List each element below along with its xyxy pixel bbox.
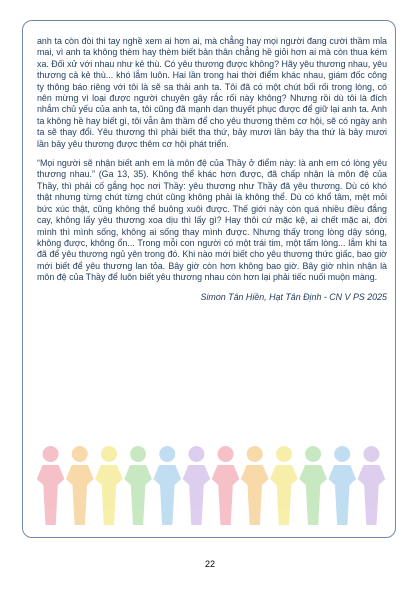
person-figure	[37, 446, 65, 525]
page-number: 22	[204, 559, 215, 569]
person-figure	[124, 446, 152, 525]
person-figure	[241, 446, 269, 525]
person-figure	[153, 446, 181, 525]
people-figures-illustration	[36, 445, 386, 530]
person-figure	[358, 446, 386, 525]
article-signature: Simon Tân Hiền, Hạt Tân Định - CN V PS 2025	[200, 291, 387, 302]
person-figure	[95, 446, 123, 525]
person-figure	[66, 446, 94, 525]
article-paragraph-2: “Mọi người sẽ nhận biết anh em là môn đệ của Thầy ở điểm này: là anh em có lòng yêu thương nhau.” (Ga 13, 35). Không thể khác hơn được, đã chấp nhận là môn đệ của Thầy, thì phải cố gắng học nơi Thầy: yêu thương như Thầy đã yêu thương. Dù có khó thật nhưng từng chút từng chút cũng không phải là không thể. Dù có khổ tâm, mệt mỏi bức xúc thật, cũng không thể buông xuôi được. Thế giới này còn quá nhiều điều đắng cay, không lấy yêu thương xoa dịu thì lấy gì? Hay thôi cứ mặc kệ, ai chết mặc ai, đời mình thì mình sống, không ai sống thay mình được. Nhưng thấy trong lòng dậy sóng, không được, không ổn... Trong mỗi con người có một trái tim, một tấm lòng... lắm khi ta đã để yêu thương ngủ yên trong đó. Khi nào mới biết cho yêu thương thức giấc, bao giờ mới biết để yêu thương lan tỏa. Bây giờ còn hơn không bao giờ. Bây giờ nhìn nhận là môn đệ của Thầy để luôn biết yêu thương nhau còn hơn lại phải tiếc nuối muộn màng.	[37, 158, 387, 283]
article-body	[37, 36, 387, 303]
person-figure	[183, 446, 211, 525]
article-paragraph-1: anh ta còn đòi thi tay nghề xem ai hơn ai, mà chẳng hay mọi người đang cười thầm mỉa mai, vì anh ta không thèm hay thèm biết bản thân chẳng hề giỏi hơn ai mà còn thua kém xa. Đối xử với nhau như kẻ thù. Có yêu thương được không? Hãy yêu thương nhau, yêu thương cả kẻ thù... khó lắm luôn. Hai lần trong hai thời điểm khác nhau, giám đốc công ty thông báo riêng với tôi là sẽ sa thải anh ta. Tôi đã có một chút bối rối trong lòng, có nên mừng vì loại được người chuyên gây rắc rối này không? Nhưng rồi dù tôi là đích nhắm chủ yếu của anh ta, tôi cũng đã mạnh dạn thuyết phục được để giữ lại anh ta. Anh ta không hề hay biết gì, tôi vẫn âm thầm để cho yêu thương thêm cơ hội, sẽ có ngày anh ta sẽ thay đổi. Yêu thương thì phải biết tha thứ, bảy mươi lần bảy tha thứ là bảy mươi lần bảy yêu thương được thêm cơ hội phát triển.	[37, 36, 387, 149]
person-figure	[212, 446, 240, 525]
person-figure	[270, 446, 298, 525]
person-figure	[299, 446, 327, 525]
person-figure	[328, 446, 356, 525]
